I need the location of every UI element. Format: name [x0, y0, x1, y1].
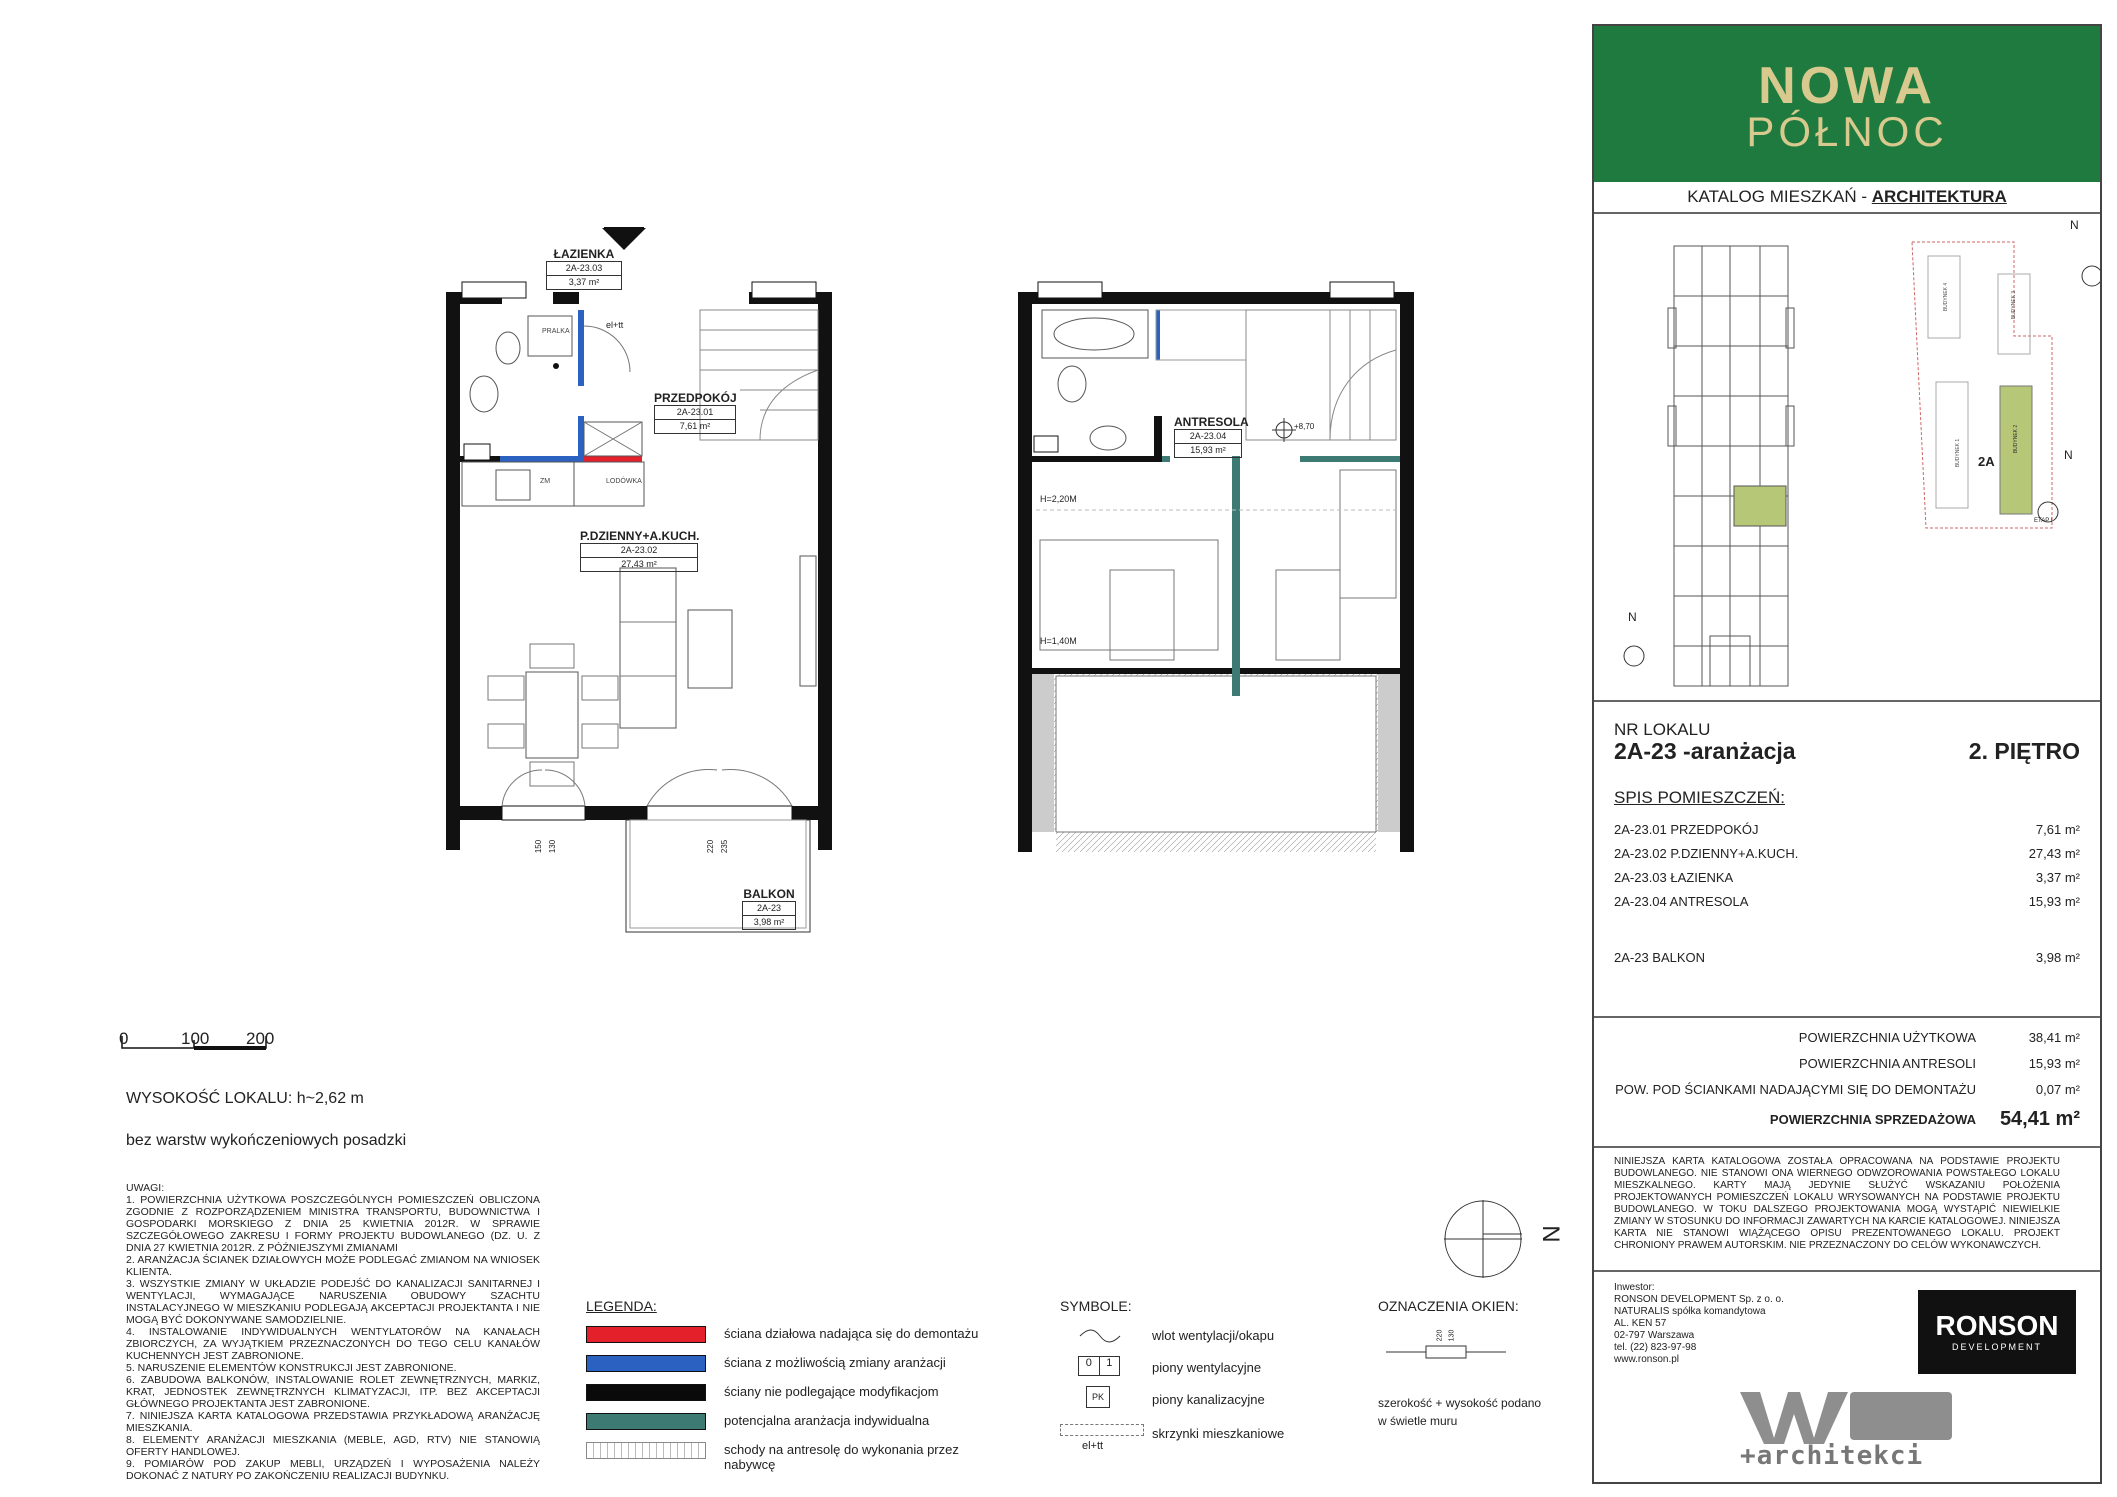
north-label: N	[1538, 1225, 1566, 1243]
investor-line: 02-797 Warszawa	[1614, 1330, 1695, 1341]
room-row-name: 2A-23.03 ŁAZIENKA	[1614, 870, 1734, 885]
room-area: 27,43 m²	[580, 557, 698, 572]
legend-title: LEGENDA:	[586, 1298, 657, 1314]
coffee-table	[688, 610, 732, 688]
brand-header	[1594, 26, 2100, 182]
note-item: 9. POMIARÓW POD ZAKUP MEBLI, URZĄDZEŃ I WYPOSAŻENIA NALEŻY DOKONAĆ Z NATURY PO ZAKOŃCZENIU REALIZACJI BUDYNKU.	[126, 1458, 540, 1482]
room-row-area: 7,61 m²	[2035, 822, 2080, 837]
window-bottom-2	[647, 806, 792, 820]
tv-unit	[800, 556, 816, 686]
map-building-2a: 2A	[1978, 454, 1995, 469]
label-win1: 150	[534, 839, 544, 854]
total-row-area: 54,41 m²	[1999, 1108, 2080, 1130]
symbols	[1060, 1298, 1300, 1468]
window-dim-1: 220	[1436, 1329, 1444, 1342]
sewer-riser-icon: PK	[1086, 1386, 1110, 1408]
teal-wall	[1232, 456, 1240, 696]
disclaimer-line: W TOKU DALSZEGO PROJEKTOWANIA MOGĄ WYSTĄPIĆ NIEWIELKIE ZMIANY W STOSUNKU DO INFORMACJI ZAWARTYCH NA KARCIE KATALOGOWEJ.	[1614, 1204, 2061, 1227]
floor-number: 2. PIĘTRO	[1968, 738, 2080, 764]
ronson-logo	[1918, 1290, 2076, 1374]
balcony-row	[1614, 950, 2080, 965]
room-label-dzienny	[580, 530, 698, 572]
room-id: 2A-23.04	[1174, 429, 1242, 443]
room-row-area: 3,37 m²	[2035, 870, 2080, 885]
room-row-area: 27,43 m²	[2028, 846, 2080, 861]
architekci-logo	[1740, 1388, 1954, 1471]
legend-label: ściana z możliwością zmiany aranżacji	[724, 1355, 946, 1370]
w-logo-icon	[1740, 1388, 1954, 1444]
site-map	[1594, 216, 2100, 706]
sink	[470, 376, 498, 412]
room-row-name: 2A-23.04 ANTRESOLA	[1614, 894, 1749, 909]
room-row	[1614, 894, 2080, 909]
notes-title: UWAGI:	[126, 1182, 165, 1194]
map-building-4: BUDYNEK 4	[1943, 282, 1950, 312]
note-item: 5. NARUSZENIE ELEMENTÓW KONSTRUKCJI JEST ZABRONIONE.	[126, 1362, 457, 1374]
room-row-area: 15,93 m²	[2028, 894, 2080, 909]
room-area: 3,37 m²	[546, 275, 622, 290]
vent-riser-g2: 1	[1106, 1357, 1113, 1369]
mezzanine-plan	[1018, 282, 1414, 852]
room-row	[1614, 846, 2080, 861]
note-item: 2. ARANŻACJA ŚCIANEK DZIAŁOWYCH MOŻE PODLEGAĆ ZMIANOM NA WNIOSEK KLIENTA.	[126, 1254, 540, 1278]
legend	[586, 1298, 1006, 1472]
label-win4: 235	[720, 839, 730, 854]
label-h220: H=2,20M	[1040, 494, 1077, 504]
vent-outlet-icon	[1078, 1326, 1122, 1346]
note-item: 6. ZABUDOWA BALKONÓW, INSTALOWANIE ROLET ZEWNĘTRZNYCH, MARKIZ, KRAT, JEDNOSTEK ZEWNĘTRZNYCH KLIMATYZACJI, ITP. BEZ AKCEPTACJI GŁÓWNEGO PROJEKTANTA JEST ZABRONIONE.	[126, 1374, 540, 1410]
balcony-row-area: 3,98 m²	[2035, 950, 2080, 965]
meter-box-icon	[1060, 1424, 1144, 1436]
wall-blue-2	[500, 456, 584, 462]
ronson-logo-sub: DEVELOPMENT	[1951, 1342, 2042, 1352]
legend-label: ściany nie podlegające modyfikacjom	[724, 1384, 939, 1399]
map-etap: ETAP I	[2034, 518, 2053, 524]
notes-block	[126, 1182, 540, 1482]
investor-line: RONSON DEVELOPMENT Sp. z o. o.	[1614, 1294, 1784, 1305]
balcony-row-name: 2A-23 BALKON	[1614, 950, 1706, 965]
investor-line: Inwestor:	[1614, 1282, 1655, 1293]
window-dim-2: 130	[1448, 1329, 1456, 1342]
disclaimer-line: NINIEJSZA KARTA KATALOGOWA ZOSTAŁA OPRACOWANA NA PODSTAWIE PROJEKTU BUDOWLANEGO. NIE STANOWI ONA WIERNEGO ODWZOROWANIA POWSTAŁEGO LOKALU MIESZKALNEGO. KARTY MAJĄ JEDYNIE SŁUŻYĆ WSKAZANIU POŁOŻENIA PROJEKTOWANYCH POMIESZCZEŃ LOKALU WRYSOWANYCH NA PODSTAWIE PROJEKTU BUDOWLANEGO.	[1614, 1156, 2060, 1215]
legend-swatch-blue	[586, 1355, 706, 1372]
scale-tick-0: 0	[119, 1029, 129, 1048]
room-area: 15,93 m²	[1174, 443, 1242, 458]
catalog-header	[1594, 182, 2100, 214]
label-level: +8,70	[1294, 422, 1315, 431]
info-panel	[1592, 24, 2102, 1484]
lower-floor-plan	[446, 228, 832, 932]
brand-name-2: PÓŁNOC	[1746, 108, 1948, 155]
room-area: 7,61 m²	[654, 419, 736, 434]
room-name: ŁAZIENKA	[553, 247, 615, 261]
room-id: 2A-23.01	[654, 405, 736, 419]
disclaimer-line: NIE PRZEZNACZONY DO CELÓW WYKONAWCZYCH.	[1789, 1240, 2042, 1251]
legend-label: schody na antresolę do wykonania przez nabywcę	[724, 1442, 959, 1472]
summary-row-area: 15,93 m²	[2028, 1056, 2080, 1071]
room-row-name: 2A-23.01 PRZEDPOKÓJ	[1614, 822, 1759, 837]
legend-swatch-black	[586, 1384, 706, 1401]
room-area: 3,98 m²	[742, 915, 796, 930]
disclaimer	[1614, 1156, 2060, 1252]
summary-row	[1614, 1082, 2080, 1097]
catalog-label-bold: ARCHITEKTURA	[1871, 187, 2007, 206]
label-lodowka: LODÓWKA	[606, 478, 642, 485]
legend-swatch-teal	[586, 1413, 706, 1430]
unit-highlight	[1734, 486, 1786, 526]
window-notation	[1378, 1298, 1578, 1458]
legend-label: potencjalna aranżacja indywidualna	[724, 1413, 930, 1428]
room-name: BALKON	[743, 887, 795, 901]
window-desc-2: w świetle muru	[1378, 1414, 1458, 1428]
room-name: P.DZIENNY+A.KUCH.	[580, 529, 700, 543]
rooms-title: SPIS POMIESZCZEŃ:	[1614, 788, 1785, 807]
map-n1: N	[2070, 218, 2079, 232]
investor-line: NATURALIS spółka komandytowa	[1614, 1306, 1766, 1317]
washing-machine	[528, 316, 572, 356]
map-building-3: BUDYNEK 3	[2011, 290, 2018, 320]
legend-swatch-red	[586, 1326, 706, 1343]
room-label-lazienka	[546, 248, 622, 290]
room-row-name: 2A-23.02 P.DZIENNY+A.KUCH.	[1614, 846, 1799, 861]
investor-line: www.ronson.pl	[1614, 1354, 1680, 1365]
investor-line: AL. KEN 57	[1614, 1318, 1667, 1329]
legend-label: ściana działowa nadająca się do demontażu	[724, 1326, 979, 1341]
room-row	[1614, 870, 2080, 885]
wall-blue-1	[578, 310, 584, 386]
toilet	[496, 332, 520, 364]
disclaimer-line: PROJEKT CHRONIONY PRAWEM AUTORSKIM.	[1614, 1228, 2060, 1251]
note-item: 1. POWIERZCHNIA UŻYTKOWA POSZCZEGÓLNYCH POMIESZCZEŃ OBLICZONA ZGODNIE Z ROZPORZĄDZENIEM MINISTRA TRANSPORTU, BUDOWNICTWA I GOSPODARKI MORSKIEGO Z DNIA 25 KWIETNIA 2012R. W SPRAWIE SZCZEGÓŁOWEGO ZAKRESU I FORMY PROJEKTU BUDOWLANEGO (DZ. U. Z DNIA 27 KWIETNIA 2012R. Z PÓŹNIEJSZYMI ZMIANAMI	[126, 1194, 540, 1254]
catalog-label: KATALOG MIESZKAŃ -	[1687, 187, 1872, 206]
label-win3: 220	[706, 839, 716, 854]
symbol-label: skrzynki mieszkaniowe	[1152, 1426, 1285, 1441]
unit-number: 2A-23 -aranżacja	[1614, 738, 1796, 764]
total-row-name: POWIERZCHNIA SPRZEDAŻOWA	[1769, 1112, 1976, 1127]
dining-table	[526, 672, 578, 758]
finish-info: bez warstw wykończeniowych posadzki	[126, 1132, 407, 1149]
summary-row	[1614, 1056, 2080, 1071]
scale-tick-200: 200	[246, 1029, 275, 1048]
symbol-label: piony wentylacyjne	[1152, 1360, 1262, 1375]
room-label-balkon	[742, 888, 796, 930]
label-elt: el+tt	[606, 320, 624, 330]
room-name: PRZEDPOKÓJ	[654, 391, 737, 405]
compass-icon	[1440, 1196, 1526, 1282]
room-id: 2A-23.02	[580, 543, 698, 557]
map-building-2: BUDYNEK 2	[2013, 424, 2020, 454]
summary-row-area: 0,07 m²	[2035, 1082, 2080, 1097]
sofa	[620, 568, 676, 728]
summary-row-name: POWIERZCHNIA ANTRESOLI	[1799, 1056, 1976, 1071]
window-symbol-icon	[1386, 1329, 1506, 1366]
note-item: 8. ELEMENTY ARANŻACJI MIESZKANIA (MEBLE, AGD, RTV) NIE STANOWIĄ OFERTY HANDLOWEJ.	[126, 1434, 540, 1458]
brand-name-1: NOWA	[1758, 57, 1936, 115]
room-label-antresola	[1174, 415, 1249, 458]
investor-line: tel. (22) 823-97-98	[1614, 1342, 1697, 1353]
summary-row-name: POW. POD ŚCIANKAMI NADAJĄCYMI SIĘ DO DEMONTAŻU	[1615, 1082, 1976, 1097]
room-id: 2A-23	[742, 901, 796, 915]
vent-riser-icon	[1078, 1356, 1120, 1376]
room-row	[1614, 822, 2080, 837]
note-item: 3. WSZYSTKIE ZMIANY W UKŁADZIE PODEJŚĆ DO KANALIZACJI SANITARNEJ I WENTYLACJI, WYMAGAJĄCE NARUSZENIA OBUDOWY SZACHTU INSTALACYJNEGO W MIESZKANIU PODLEGAJĄ AKCEPTACJI PROJEKTANTA I NIE MOGĄ BYĆ DOKONYWANE SAMODZIELNIE.	[126, 1278, 540, 1326]
window-notation-title: OZNACZENIA OKIEN:	[1378, 1298, 1519, 1314]
height-info: WYSOKOŚĆ LOKALU: h~2,62 m	[126, 1090, 364, 1107]
summary-row-name: POWIERZCHNIA UŻYTKOWA	[1798, 1030, 1976, 1045]
meter-box-text: el+tt	[1082, 1440, 1104, 1452]
room-name: ANTRESOLA	[1174, 415, 1249, 429]
note-item: 7. NINIEJSZA KARTA KATALOGOWA PRZEDSTAWIA PRZYKŁADOWĄ ARANŻACJĘ MIESZKANIA.	[126, 1410, 540, 1434]
investor-info	[1614, 1282, 1784, 1366]
symbol-label: wlot wentylacji/okapu	[1152, 1328, 1275, 1343]
room-label-przedpokoj	[654, 392, 736, 434]
ronson-logo-text: RONSON	[1935, 1310, 2059, 1341]
map-n2: N	[2064, 448, 2073, 462]
summary-row-area: 38,41 m²	[2028, 1030, 2080, 1045]
vent-riser-g1: 0	[1079, 1357, 1100, 1375]
label-pralka: PRALKA	[542, 328, 570, 335]
disclaimer-line: NINIEJSZA KARTA NIE STANOWI WIĄŻĄCEGO OPISU PREZENTOWANEGO LOKALU.	[1614, 1216, 2060, 1239]
summary-row	[1614, 1030, 2080, 1045]
symbol-label: piony kanalizacyjne	[1152, 1392, 1265, 1407]
room-id: 2A-23.03	[546, 261, 622, 275]
total-row	[1614, 1108, 2080, 1130]
bathtub	[1042, 310, 1148, 358]
wall-left	[446, 292, 460, 850]
wall-red	[584, 456, 642, 462]
window-bottom-1	[502, 806, 585, 820]
architekci-logo-text: +architekci	[1740, 1441, 1924, 1471]
note-item: 4. INSTALOWANIE INDYWIDUALNYCH WENTYLATORÓW NA KANAŁACH ZBIORCZYCH, ZA WYJĄTKIEM PRZEZNACZONYCH DO TEGO CELU KANAŁÓW KUCHENNYCH JEST ZABRONIONE.	[126, 1326, 540, 1362]
unit-number-label: NR LOKALU	[1614, 720, 1711, 739]
legend-swatch-stairs	[586, 1442, 706, 1459]
vent-risers-top	[462, 282, 816, 298]
map-building-1: BUDYNEK 1	[1955, 438, 1962, 468]
label-h140: H=1,40M	[1040, 636, 1077, 646]
map-n3: N	[1628, 610, 1637, 624]
scale-tick-100: 100	[181, 1029, 210, 1048]
label-win2: 130	[548, 839, 558, 854]
label-zm: ZM	[540, 478, 551, 485]
wall-right	[818, 292, 832, 850]
window-desc-1: szerokość + wysokość podano	[1378, 1396, 1542, 1410]
symbols-title: SYMBOLE:	[1060, 1298, 1132, 1314]
